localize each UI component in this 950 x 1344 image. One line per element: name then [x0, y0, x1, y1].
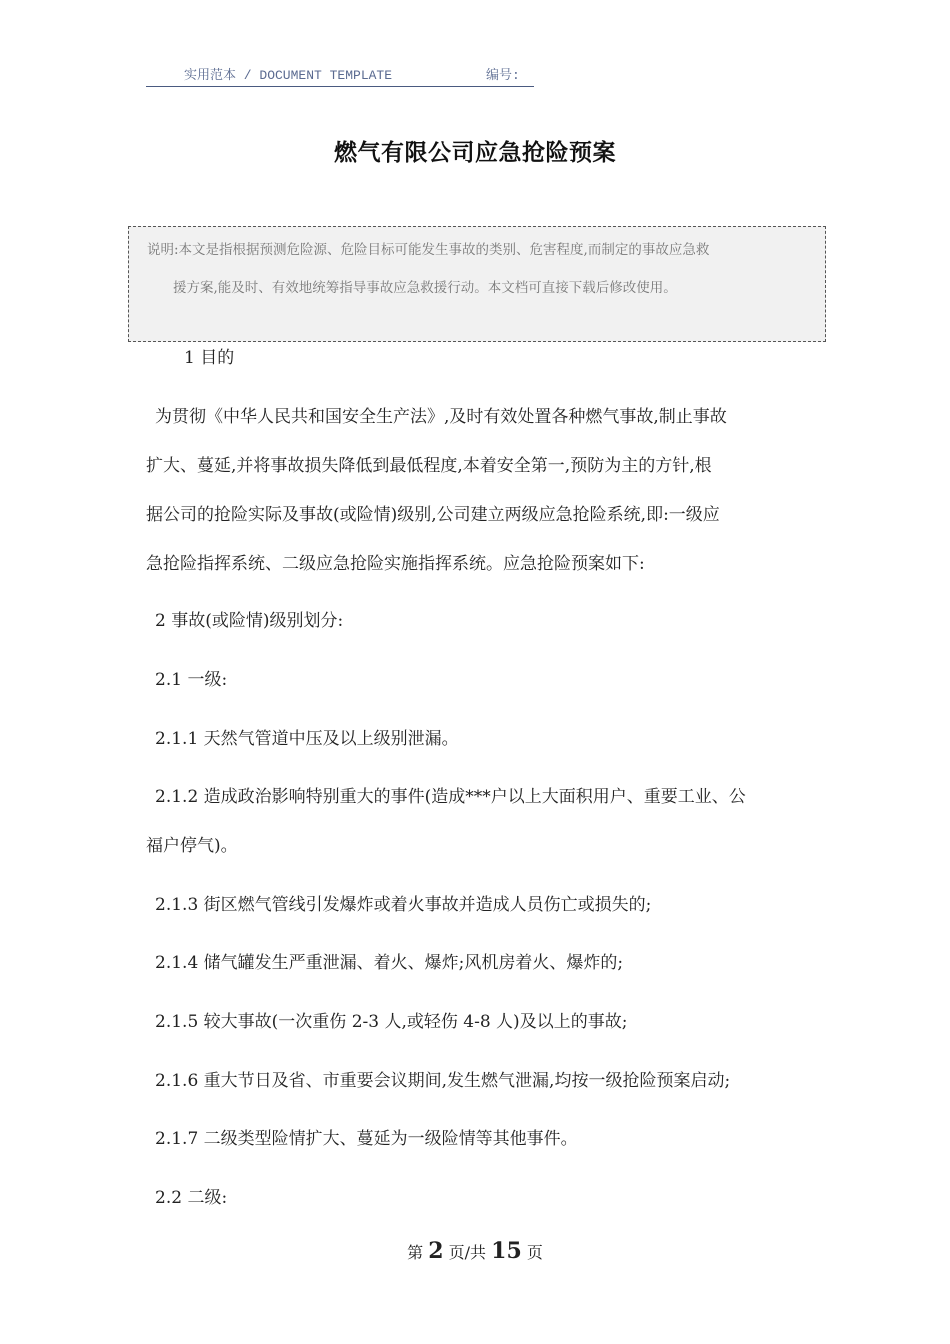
section-2-heading: 2 事故(或险情)级别划分: — [155, 611, 344, 631]
list-item: 2.1.7 二级类型险情扩大、蔓延为一级险情等其他事件。 — [155, 1129, 578, 1149]
document-title: 燃气有限公司应急抢险预案 — [334, 140, 616, 166]
list-item: 2.1.1 天然气管道中压及以上级别泄漏。 — [155, 729, 459, 749]
section-1-heading: 1 目的 — [184, 348, 235, 368]
list-item: 2.1.4 储气罐发生严重泄漏、着火、爆炸;风机房着火、爆炸的; — [155, 953, 624, 973]
description-text — [129, 227, 825, 307]
description-box — [128, 226, 826, 342]
footer-suffix: 页 — [526, 1243, 543, 1262]
list-item-continuation: 福户停气)。 — [146, 836, 238, 856]
paragraph-line: 据公司的抢险实际及事故(或险情)级别,公司建立两级应急抢险系统,即:一级应 — [146, 505, 720, 525]
subsection-heading: 2.1 一级: — [155, 670, 228, 690]
paragraph-line: 急抢险指挥系统、二级应急抢险实施指挥系统。应急抢险预案如下: — [146, 554, 645, 574]
footer-prefix: 第 — [407, 1243, 424, 1262]
description-line-1: 说明:本文是指根据预测危险源、危险目标可能发生事故的类别、危害程度,而制定的事故应急救 — [147, 242, 710, 258]
footer-middle: 页/共 — [448, 1243, 487, 1262]
page-footer — [0, 1238, 950, 1264]
description-line-2: 援方案,能及时、有效地统筹指导事故应急救援行动。本文档可直接下载后修改使用。 — [173, 280, 677, 296]
list-item: 2.1.3 街区燃气管线引发爆炸或着火事故并造成人员伤亡或损失的; — [155, 895, 652, 915]
paragraph-line: 为贯彻《中华人民共和国安全生产法》,及时有效处置各种燃气事故,制止事故 — [155, 407, 727, 427]
document-header — [146, 66, 534, 87]
list-item: 2.1.5 较大事故(一次重伤 2-3 人,或轻伤 4-8 人)及以上的事故; — [155, 1012, 628, 1032]
list-item: 2.1.6 重大节日及省、市重要会议期间,发生燃气泄漏,均按一级抢险预案启动; — [155, 1071, 731, 1091]
template-label: 实用范本 / DOCUMENT TEMPLATE — [184, 68, 393, 83]
document-number-label: 编号: — [486, 68, 520, 83]
total-page-count: 15 — [491, 1238, 522, 1264]
list-item: 2.1.2 造成政治影响特别重大的事件(造成***户以上大面积用户、重要工业、公 — [155, 787, 746, 807]
paragraph-line: 扩大、蔓延,并将事故损失降低到最低程度,本着安全第一,预防为主的方针,根 — [146, 456, 712, 476]
subsection-heading: 2.2 二级: — [155, 1188, 228, 1208]
current-page-number: 2 — [428, 1238, 444, 1264]
